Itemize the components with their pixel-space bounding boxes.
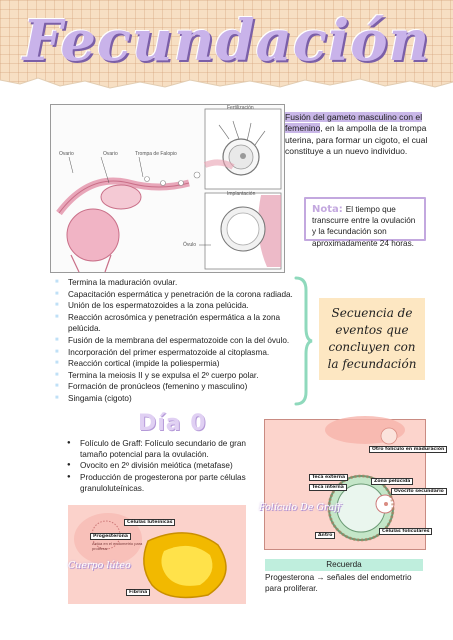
definition-text [285, 112, 435, 158]
fertilization-steps-list [54, 277, 304, 405]
list-item: ■ Termina la maduración ovular. [54, 277, 304, 289]
definition-highlight: Fusión del gameto masculino con el femenino [285, 112, 423, 134]
remember-heading: Recuerda [265, 559, 423, 571]
tag-progesterona: Progesterona [90, 533, 131, 540]
tag-celulas-foliculares: Células foliculares [379, 528, 432, 535]
curly-brace-icon [294, 276, 314, 406]
list-item: ■ Reacción acrosómica y penetración espermática a la zona pelúcida. [54, 312, 304, 335]
trompa-label: Trompa de Falopio [135, 151, 177, 157]
list-item: ● Producción de progesterona por parte células granuloluteínicas. [64, 472, 260, 494]
tag-otro-foliculo: Otro folículo en maduración [369, 446, 447, 453]
list-item: ■ Unión de los espermatozoides a la zona pelúcida. [54, 300, 304, 312]
fertilizacion-label: Fertilización [227, 105, 254, 111]
day0-list [64, 438, 260, 494]
implantacion-label: Implantación [227, 191, 256, 197]
list-item: ■ Reacción cortical (impide la poliespermia) [54, 358, 304, 370]
corpus-luteum-caption: Cuerpo lúteo [68, 560, 131, 571]
page-title: Fecundación [22, 8, 431, 74]
tag-fibrina: Fibrina [126, 589, 150, 596]
definition-rest: , en la ampolla de la trompa uterina, para formar un cigoto, el cual constituye a un nuevo individuo. [285, 123, 428, 157]
list-item: ■ Formación de pronúcleos (femenino y masculino) [54, 381, 304, 393]
tag-ovocito: Ovocito secundario [391, 488, 447, 495]
note-box [304, 197, 426, 248]
graafian-follicle-diagram [259, 419, 445, 550]
note-text: El tiempo que transcurre entre la ovulación y la fecundación son aproximadamente 24 horas. [312, 205, 416, 248]
note-label: Nota: [312, 204, 343, 215]
list-item: ■ Singamia (cigoto) [54, 393, 304, 405]
list-item: ■ Capacitación espermática y penetración de la corona radiada. [54, 289, 304, 301]
remember-text: Progesterona → señales del endometrio para proliferar. [265, 573, 412, 594]
ovario-label: Ovario [59, 151, 74, 157]
list-item: ■ Fusión de la membrana del espermatozoide con la del óvulo. [54, 335, 304, 347]
sequence-summary-box: Secuencia de eventos que concluyen con la fecundación [319, 298, 425, 380]
torn-paper-edge [0, 72, 453, 102]
ovulo-label: Óvulo [183, 242, 197, 248]
list-item: ■ Termina la meiosis II y se expulsa el 2º cuerpo polar. [54, 370, 304, 382]
tag-teca-externa: Teca externa [309, 474, 348, 481]
tag-teca-interna: Teca interna [309, 484, 347, 491]
list-item: ● Folículo de Graff: Folículo secundario de gran tamaño potencial para la ovulación. [64, 438, 260, 460]
list-item: ■ Incorporación del primer espermatozoide al citoplasma. [54, 347, 304, 359]
graafian-caption: Folículo De Graff [259, 502, 341, 513]
fertilization-diagram [50, 104, 285, 273]
tag-antro: Antro [315, 532, 335, 539]
list-item: ● Ovocito en 2º división meiótica (metafase) [64, 460, 260, 471]
oocito-label: Ovario [103, 151, 118, 157]
tag-zona-pelucida: Zona pelúcida [371, 478, 413, 485]
tag-celulas-luteinicas: Células luteínicas [124, 519, 175, 526]
day0-title: Día 0 [138, 411, 207, 436]
progesterone-note: Actúa en el endometrio para proliferar [92, 541, 143, 551]
corpus-luteum-diagram [68, 505, 246, 604]
